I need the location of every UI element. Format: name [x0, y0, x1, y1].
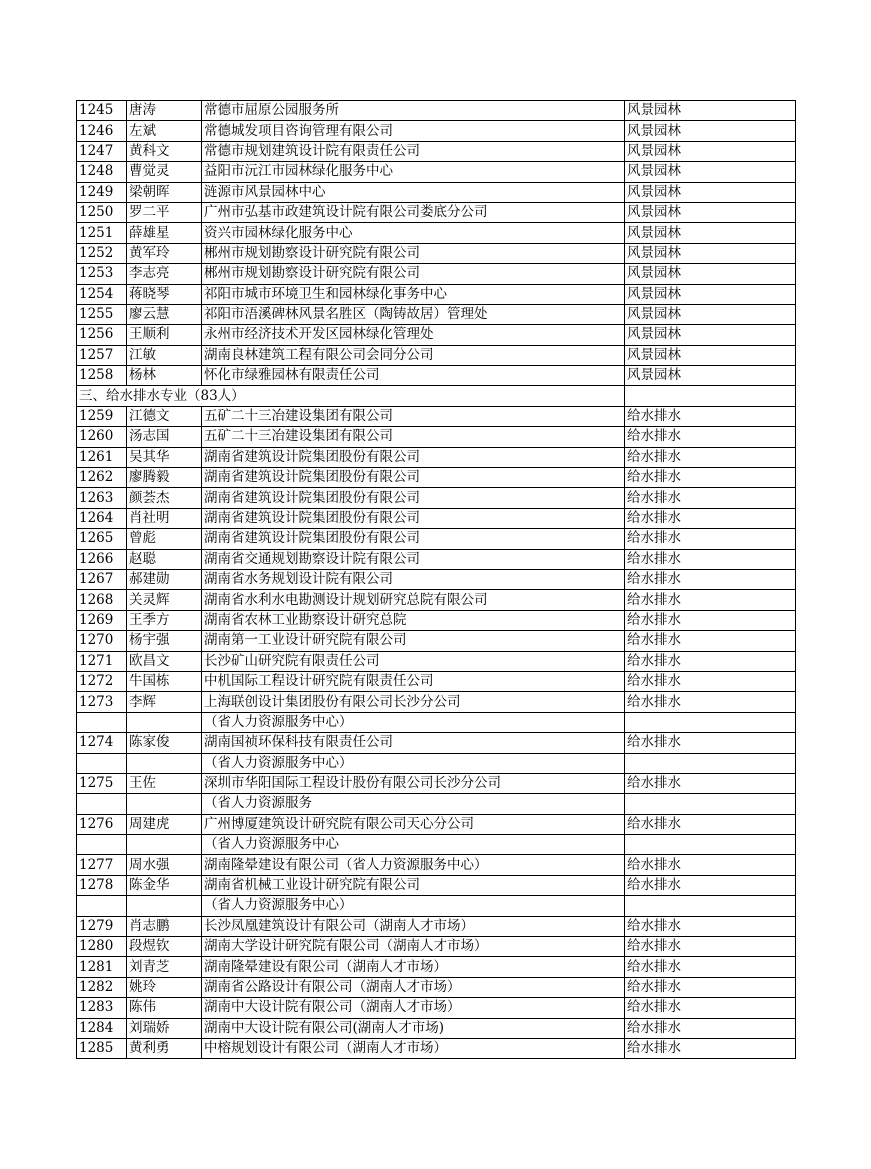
- serial-number-cell: 1278: [77, 875, 127, 895]
- table-row: [77, 590, 796, 610]
- table-row: [77, 345, 796, 365]
- specialty-cell: 给水排水: [625, 488, 796, 508]
- specialty-cell: 风景园林: [625, 264, 796, 284]
- person-name-cell: 江敏: [127, 345, 202, 365]
- table-row: [77, 916, 796, 936]
- table-row: [77, 569, 796, 589]
- organization-cell: 湖南国祯环保科技有限责任公司: [202, 733, 625, 753]
- serial-number-cell: 1276: [77, 814, 127, 834]
- organization-cell: 常德城发项目咨询管理有限公司: [202, 121, 625, 141]
- organization-cell: 湖南省建筑设计院集团股份有限公司: [202, 529, 625, 549]
- table-row: [77, 508, 796, 528]
- serial-number-cell: [77, 794, 127, 814]
- table-row: [77, 631, 796, 651]
- person-name-cell: 薛雄星: [127, 223, 202, 243]
- person-name-cell: [127, 712, 202, 732]
- organization-cell: （省人力资源服务中心: [202, 835, 625, 855]
- person-name-cell: 罗二平: [127, 202, 202, 222]
- specialty-cell: 给水排水: [625, 937, 796, 957]
- table-row: [77, 998, 796, 1018]
- serial-number-cell: 1258: [77, 366, 127, 386]
- organization-cell: 怀化市绿雅园林有限责任公司: [202, 366, 625, 386]
- table-row: [77, 529, 796, 549]
- specialty-cell: 给水排水: [625, 447, 796, 467]
- organization-cell: 永州市经济技术开发区园林绿化管理处: [202, 325, 625, 345]
- person-name-cell: 汤志国: [127, 427, 202, 447]
- table-row: [77, 325, 796, 345]
- specialty-cell: 给水排水: [625, 957, 796, 977]
- person-name-cell: 黄军玲: [127, 243, 202, 263]
- person-name-cell: 王佐: [127, 773, 202, 793]
- specialty-cell: 风景园林: [625, 202, 796, 222]
- organization-cell: 湖南隆晕建设有限公司（省人力资源服务中心）: [202, 855, 625, 875]
- specialty-cell: 风景园林: [625, 325, 796, 345]
- organization-cell: 湖南省交通规划勘察设计院有限公司: [202, 549, 625, 569]
- organization-cell: 祁阳市城市环境卫生和园林绿化事务中心: [202, 284, 625, 304]
- organization-cell: 五矿二十三冶建设集团有限公司: [202, 427, 625, 447]
- organization-cell: 湖南省机械工业设计研究院有限公司: [202, 875, 625, 895]
- serial-number-cell: [77, 835, 127, 855]
- person-name-cell: 黄利勇: [127, 1038, 202, 1058]
- specialty-cell: 给水排水: [625, 590, 796, 610]
- organization-cell: 湖南省建筑设计院集团股份有限公司: [202, 468, 625, 488]
- serial-number-cell: 1264: [77, 508, 127, 528]
- specialty-cell: [625, 753, 796, 773]
- organization-cell: 深圳市华阳国际工程设计股份有限公司长沙分公司: [202, 773, 625, 793]
- person-name-cell: 关灵辉: [127, 590, 202, 610]
- person-name-cell: 曹觉灵: [127, 162, 202, 182]
- table-row: [77, 101, 796, 121]
- serial-number-cell: 1274: [77, 733, 127, 753]
- specialty-cell: 给水排水: [625, 875, 796, 895]
- table-row: [77, 855, 796, 875]
- table-row: [77, 896, 796, 916]
- organization-cell: （省人力资源服务中心）: [202, 896, 625, 916]
- specialty-cell: 给水排水: [625, 1018, 796, 1038]
- organization-cell: （省人力资源服务中心）: [202, 753, 625, 773]
- specialty-cell: 给水排水: [625, 692, 796, 712]
- person-name-cell: 郝建勋: [127, 569, 202, 589]
- serial-number-cell: 1248: [77, 162, 127, 182]
- person-name-cell: 牛国栋: [127, 671, 202, 691]
- person-name-cell: 廖腾毅: [127, 468, 202, 488]
- specialty-cell: [625, 896, 796, 916]
- person-name-cell: 陈家俊: [127, 733, 202, 753]
- specialty-cell: 给水排水: [625, 427, 796, 447]
- serial-number-cell: 1284: [77, 1018, 127, 1038]
- serial-number-cell: 1251: [77, 223, 127, 243]
- table-row: [77, 141, 796, 161]
- serial-number-cell: [77, 896, 127, 916]
- person-name-cell: 蒋晓琴: [127, 284, 202, 304]
- serial-number-cell: 1245: [77, 101, 127, 121]
- organization-cell: 资兴市园林绿化服务中心: [202, 223, 625, 243]
- table-row: [77, 406, 796, 426]
- specialty-cell: 给水排水: [625, 998, 796, 1018]
- section-header-row: [77, 386, 796, 406]
- serial-number-cell: 1253: [77, 264, 127, 284]
- person-name-cell: 唐涛: [127, 101, 202, 121]
- person-name-cell: 刘瑞娇: [127, 1018, 202, 1038]
- organization-cell: 湖南省农林工业勘察设计研究总院: [202, 610, 625, 630]
- organization-cell: 湖南中大设计院有限公司（湖南人才市场）: [202, 998, 625, 1018]
- person-name-cell: 王季方: [127, 610, 202, 630]
- serial-number-cell: 1256: [77, 325, 127, 345]
- serial-number-cell: 1277: [77, 855, 127, 875]
- specialty-cell: 风景园林: [625, 223, 796, 243]
- person-name-cell: 吴其华: [127, 447, 202, 467]
- table-row: [77, 223, 796, 243]
- person-name-cell: 周水强: [127, 855, 202, 875]
- person-name-cell: 江德文: [127, 406, 202, 426]
- organization-cell: 郴州市规划勘察设计研究院有限公司: [202, 243, 625, 263]
- specialty-cell: 风景园林: [625, 304, 796, 324]
- table-row: [77, 162, 796, 182]
- person-name-cell: 廖云慧: [127, 304, 202, 324]
- specialty-cell: 风景园林: [625, 345, 796, 365]
- section-empty-cell: [625, 386, 796, 406]
- person-name-cell: 黄科文: [127, 141, 202, 161]
- table-row: [77, 1038, 796, 1058]
- specialty-cell: 给水排水: [625, 406, 796, 426]
- person-name-cell: 左斌: [127, 121, 202, 141]
- table-row: [77, 202, 796, 222]
- organization-cell: 湖南大学设计研究院有限公司（湖南人才市场）: [202, 937, 625, 957]
- table-row: [77, 671, 796, 691]
- person-name-cell: [127, 835, 202, 855]
- organization-cell: 湖南良林建筑工程有限公司会同分公司: [202, 345, 625, 365]
- table-row: [77, 651, 796, 671]
- specialty-cell: 给水排水: [625, 508, 796, 528]
- person-name-cell: 肖社明: [127, 508, 202, 528]
- table-row: [77, 814, 796, 834]
- specialty-cell: 风景园林: [625, 141, 796, 161]
- specialty-cell: 给水排水: [625, 610, 796, 630]
- roster-table-body: [77, 101, 796, 1059]
- organization-cell: 五矿二十三冶建设集团有限公司: [202, 406, 625, 426]
- table-row: [77, 692, 796, 712]
- organization-cell: （省人力资源服务: [202, 794, 625, 814]
- specialty-cell: 给水排水: [625, 569, 796, 589]
- serial-number-cell: 1255: [77, 304, 127, 324]
- person-name-cell: 姚玲: [127, 977, 202, 997]
- serial-number-cell: 1269: [77, 610, 127, 630]
- table-row: [77, 427, 796, 447]
- person-name-cell: 陈金华: [127, 875, 202, 895]
- serial-number-cell: 1254: [77, 284, 127, 304]
- specialty-cell: 给水排水: [625, 651, 796, 671]
- specialty-cell: 风景园林: [625, 182, 796, 202]
- table-row: [77, 794, 796, 814]
- serial-number-cell: 1265: [77, 529, 127, 549]
- serial-number-cell: 1263: [77, 488, 127, 508]
- specialty-cell: 给水排水: [625, 814, 796, 834]
- specialty-cell: 风景园林: [625, 101, 796, 121]
- table-row: [77, 937, 796, 957]
- table-row: [77, 773, 796, 793]
- specialty-cell: 给水排水: [625, 733, 796, 753]
- organization-cell: 湖南省水利水电勘测设计规划研究总院有限公司: [202, 590, 625, 610]
- organization-cell: 广州博厦建筑设计研究院有限公司天心分公司: [202, 814, 625, 834]
- serial-number-cell: 1282: [77, 977, 127, 997]
- serial-number-cell: 1281: [77, 957, 127, 977]
- serial-number-cell: 1257: [77, 345, 127, 365]
- person-name-cell: 杨林: [127, 366, 202, 386]
- organization-cell: 湖南省建筑设计院集团股份有限公司: [202, 447, 625, 467]
- table-row: [77, 1018, 796, 1038]
- organization-cell: 湖南省建筑设计院集团股份有限公司: [202, 488, 625, 508]
- serial-number-cell: 1260: [77, 427, 127, 447]
- organization-cell: 益阳市沅江市园林绿化服务中心: [202, 162, 625, 182]
- person-name-cell: 段煜钦: [127, 937, 202, 957]
- table-row: [77, 835, 796, 855]
- specialty-cell: 给水排水: [625, 671, 796, 691]
- organization-cell: 湖南省公路设计有限公司（湖南人才市场）: [202, 977, 625, 997]
- organization-cell: 上海联创设计集团股份有限公司长沙分公司: [202, 692, 625, 712]
- person-name-cell: 刘青芝: [127, 957, 202, 977]
- organization-cell: 常德市屈原公园服务所: [202, 101, 625, 121]
- specialty-cell: 给水排水: [625, 977, 796, 997]
- person-name-cell: 肖志鹏: [127, 916, 202, 936]
- person-name-cell: 王顺利: [127, 325, 202, 345]
- serial-number-cell: 1252: [77, 243, 127, 263]
- organization-cell: 常德市规划建筑设计院有限责任公司: [202, 141, 625, 161]
- serial-number-cell: 1246: [77, 121, 127, 141]
- organization-cell: 湖南省建筑设计院集团股份有限公司: [202, 508, 625, 528]
- specialty-cell: 给水排水: [625, 1038, 796, 1058]
- organization-cell: 涟源市风景园林中心: [202, 182, 625, 202]
- specialty-cell: 风景园林: [625, 162, 796, 182]
- specialty-cell: 给水排水: [625, 855, 796, 875]
- table-row: [77, 957, 796, 977]
- person-name-cell: 陈伟: [127, 998, 202, 1018]
- person-name-cell: 李辉: [127, 692, 202, 712]
- organization-cell: （省人力资源服务中心）: [202, 712, 625, 732]
- person-name-cell: [127, 753, 202, 773]
- serial-number-cell: 1250: [77, 202, 127, 222]
- table-row: [77, 182, 796, 202]
- serial-number-cell: 1275: [77, 773, 127, 793]
- specialty-cell: 给水排水: [625, 916, 796, 936]
- serial-number-cell: 1262: [77, 468, 127, 488]
- serial-number-cell: 1279: [77, 916, 127, 936]
- table-row: [77, 875, 796, 895]
- serial-number-cell: 1268: [77, 590, 127, 610]
- serial-number-cell: 1271: [77, 651, 127, 671]
- serial-number-cell: 1280: [77, 937, 127, 957]
- serial-number-cell: 1283: [77, 998, 127, 1018]
- table-row: [77, 304, 796, 324]
- specialty-cell: 给水排水: [625, 549, 796, 569]
- table-row: [77, 733, 796, 753]
- table-row: [77, 447, 796, 467]
- table-row: [77, 243, 796, 263]
- serial-number-cell: [77, 712, 127, 732]
- section-title: 三、给水排水专业（83人）: [77, 386, 625, 406]
- specialty-cell: [625, 794, 796, 814]
- organization-cell: 广州市弘基市政建筑设计院有限公司娄底分公司: [202, 202, 625, 222]
- specialty-cell: [625, 712, 796, 732]
- table-row: [77, 753, 796, 773]
- organization-cell: 湖南隆晕建设有限公司（湖南人才市场）: [202, 957, 625, 977]
- serial-number-cell: 1270: [77, 631, 127, 651]
- organization-cell: 长沙凤凰建筑设计有限公司（湖南人才市场）: [202, 916, 625, 936]
- person-name-cell: 颜荟杰: [127, 488, 202, 508]
- organization-cell: 郴州市规划勘察设计研究院有限公司: [202, 264, 625, 284]
- serial-number-cell: 1266: [77, 549, 127, 569]
- organization-cell: 湖南中大设计院有限公司(湖南人才市场): [202, 1018, 625, 1038]
- table-row: [77, 712, 796, 732]
- organization-cell: 湖南第一工业设计研究院有限公司: [202, 631, 625, 651]
- table-row: [77, 284, 796, 304]
- person-name-cell: 曾彪: [127, 529, 202, 549]
- specialty-cell: 给水排水: [625, 631, 796, 651]
- person-name-cell: 李志亮: [127, 264, 202, 284]
- table-row: [77, 468, 796, 488]
- serial-number-cell: 1267: [77, 569, 127, 589]
- serial-number-cell: 1261: [77, 447, 127, 467]
- person-name-cell: 杨宇强: [127, 631, 202, 651]
- specialty-cell: 给水排水: [625, 773, 796, 793]
- serial-number-cell: 1285: [77, 1038, 127, 1058]
- person-name-cell: [127, 896, 202, 916]
- organization-cell: 中榕规划设计有限公司（湖南人才市场）: [202, 1038, 625, 1058]
- specialty-cell: 风景园林: [625, 366, 796, 386]
- specialty-cell: 风景园林: [625, 243, 796, 263]
- roster-table: [76, 100, 796, 1059]
- organization-cell: 中机国际工程设计研究院有限责任公司: [202, 671, 625, 691]
- organization-cell: 长沙矿山研究院有限责任公司: [202, 651, 625, 671]
- serial-number-cell: 1259: [77, 406, 127, 426]
- table-row: [77, 121, 796, 141]
- person-name-cell: 梁朝晖: [127, 182, 202, 202]
- table-row: [77, 366, 796, 386]
- specialty-cell: [625, 835, 796, 855]
- serial-number-cell: 1247: [77, 141, 127, 161]
- person-name-cell: 赵聪: [127, 549, 202, 569]
- serial-number-cell: 1249: [77, 182, 127, 202]
- serial-number-cell: 1273: [77, 692, 127, 712]
- person-name-cell: 周建虎: [127, 814, 202, 834]
- table-row: [77, 264, 796, 284]
- specialty-cell: 给水排水: [625, 468, 796, 488]
- person-name-cell: 欧昌文: [127, 651, 202, 671]
- serial-number-cell: [77, 753, 127, 773]
- organization-cell: 祁阳市浯溪碑林风景名胜区（陶铸故居）管理处: [202, 304, 625, 324]
- specialty-cell: 给水排水: [625, 529, 796, 549]
- organization-cell: 湖南省水务规划设计院有限公司: [202, 569, 625, 589]
- specialty-cell: 风景园林: [625, 121, 796, 141]
- table-row: [77, 549, 796, 569]
- serial-number-cell: 1272: [77, 671, 127, 691]
- table-row: [77, 488, 796, 508]
- person-name-cell: [127, 794, 202, 814]
- table-row: [77, 977, 796, 997]
- table-row: [77, 610, 796, 630]
- specialty-cell: 风景园林: [625, 284, 796, 304]
